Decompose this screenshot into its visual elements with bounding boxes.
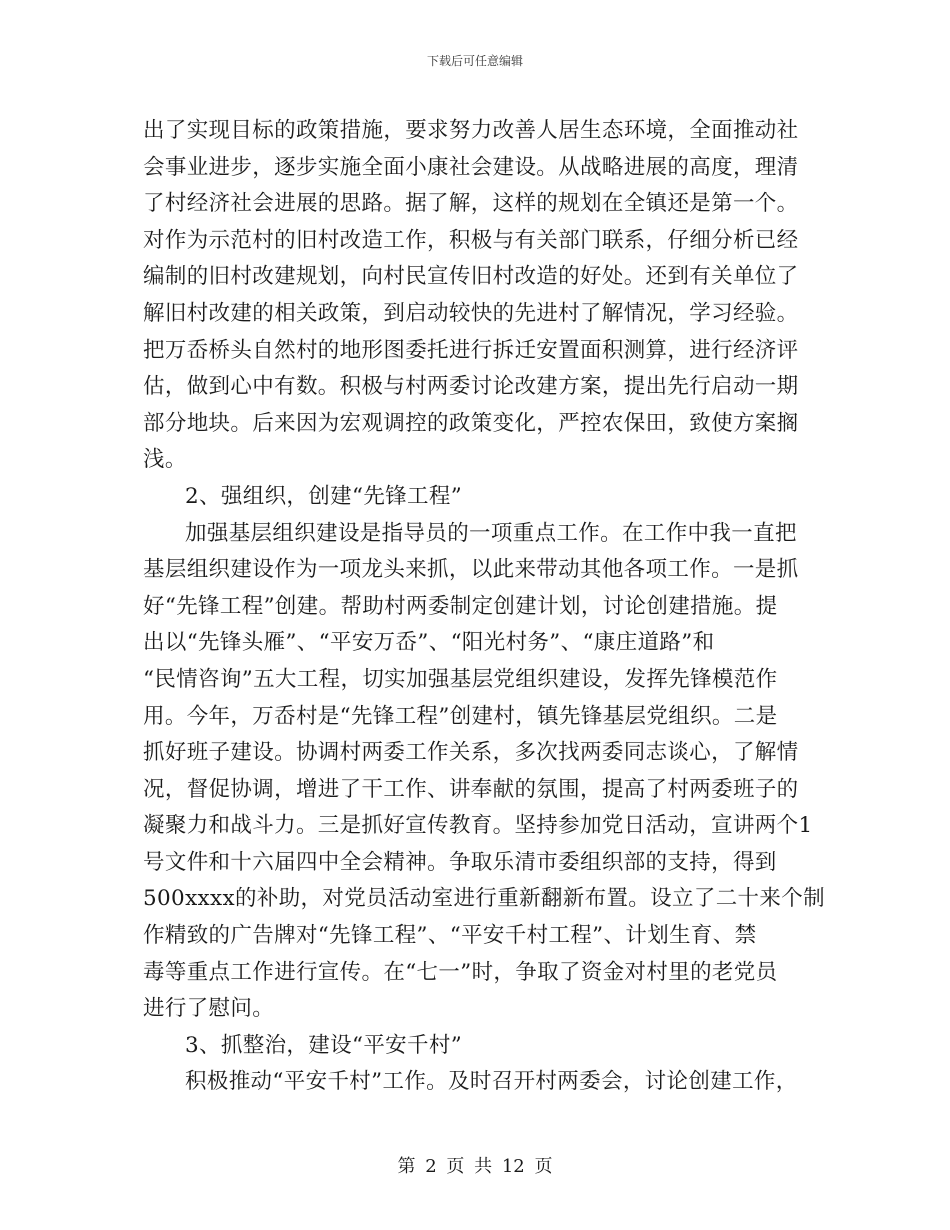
text-line: 500xxxx的补助，对党员活动室进行重新翻新布置。设立了二十来个制 [143, 886, 825, 912]
text-line: 解旧村改建的相关政策，到启动较快的先进村了解情况，学习经验。 [143, 300, 799, 326]
page-number: 第 2 页 共 12 页 [397, 1156, 553, 1177]
text-line: 凝聚力和战斗力。三是抓好宣传教育。坚持参加党日活动，宣讲两个1 [143, 813, 813, 839]
paragraph-first-line: 积极推动“平安千村”工作。及时召开村两委会，讨论创建工作， [185, 1069, 798, 1095]
text-line: 编制的旧村改建规划，向村民宣传旧村改造的好处。还到有关单位了 [143, 264, 799, 290]
text-line: “民情咨询”五大工程，切实加强基层党组织建设，发挥先锋模范作 [143, 666, 778, 692]
text-line: 部分地块。后来因为宏观调控的政策变化，严控农保田，致使方案搁 [143, 410, 799, 436]
section-heading: 3、抓整治，建设“平安千村” [185, 1032, 463, 1058]
download-note: 下载后可任意编辑 [426, 54, 523, 68]
text-line: 况，督促协调，增进了干工作、讲奉献的氛围，提高了村两委班子的 [143, 776, 799, 802]
text-line: 会事业进步，逐步实施全面小康社会建设。从战略进展的高度，理清 [143, 154, 799, 180]
text-line: 对作为示范村的旧村改造工作，积极与有关部门联系，仔细分析已经 [143, 227, 799, 253]
text-line: 号文件和十六届四中全会精神。争取乐清市委组织部的支持，得到 [143, 849, 777, 875]
text-line: 用。今年，万岙村是“先锋工程”创建村，镇先锋基层党组织。二是 [143, 703, 778, 729]
text-line: 毒等重点工作进行宣传。在“七一”时，争取了资金对村里的老党员 [143, 959, 778, 985]
text-line: 把万岙桥头自然村的地形图委托进行拆迁安置面积测算，进行经济评 [143, 337, 799, 363]
text-line: 作精致的广告牌对“先锋工程”、“平安千村工程”、计划生育、禁 [143, 923, 757, 949]
text-line: 基层组织建设作为一项龙头来抓，以此来带动其他各项工作。一是抓 [143, 557, 799, 583]
text-line: 出了实现目标的政策措施，要求努力改善人居生态环境，全面推动社 [143, 118, 799, 143]
text-line: 抓好班子建设。协调村两委工作关系，多次找两委同志谈心，了解情 [143, 740, 799, 766]
document-body [143, 113, 825, 1101]
paragraph-first-line: 加强基层组织建设是指导员的一项重点工作。在工作中我一直把 [185, 520, 797, 546]
text-line: 估，做到心中有数。积极与村两委讨论改建方案，提出先行启动一期 [143, 374, 799, 400]
text-line: 好“先锋工程”创建。帮助村两委制定创建计划，讨论创建措施。提 [143, 593, 778, 619]
text-line: 浅。 [143, 447, 187, 473]
text-line: 出以“先锋头雁”、“平安万岙”、“阳光村务”、“康庄道路”和 [143, 630, 715, 656]
text-line: 了村经济社会进展的思路。据了解，这样的规划在全镇还是第一个。 [143, 191, 799, 217]
text-line: 进行了慰问。 [143, 996, 275, 1022]
section-heading: 2、强组织，创建“先锋工程” [185, 483, 463, 509]
